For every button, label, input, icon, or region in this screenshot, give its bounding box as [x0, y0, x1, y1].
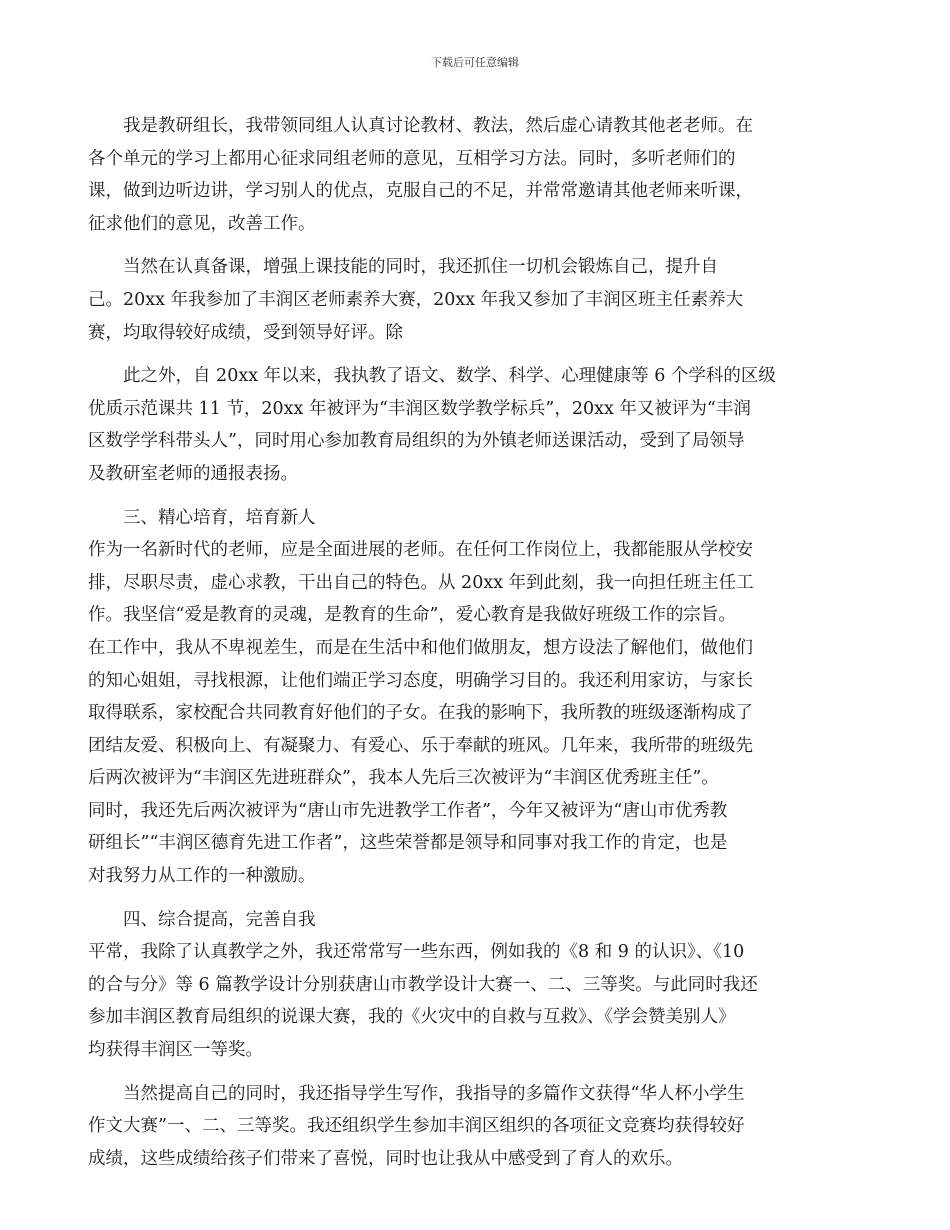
- paragraph-teaching-research: 我是教研组长，我带领同组人认真讨论教材、教法，然后虚心请教其他老老师。在 各个单元的学习上都用心征求同组老师的意见，互相学习方法。同时，多听老师们的 课，做到边听边讲，学习别人的优点，克服自己的不足，并常常邀请其他老师来听课， 征求他们的意见，改善工作。: [88, 116, 753, 234]
- paragraph-student-writing: 当然提高自己的同时，我还指导学生写作，我指导的多篇作文获得“华人杯小学生 作文大赛”一、二、三等奖。我还组织学生参加丰润区组织的各项征文竞赛均获得较好 成绩，这些成绩给孩子们带来了喜悦，同时也让我从中感受到了育人的欢乐。: [88, 1083, 745, 1169]
- paragraph-skills-competition: 当然在认真备课，增强上课技能的同时，我还抓住一切机会锻炼自己，提升自 己。20xx 年我参加了丰润区老师素养大赛，20xx 年我又参加了丰润区班主任素养大 赛，均取得较好成绩，受到领导好评。除: [88, 257, 744, 343]
- paragraph-section-three: 三、精心培育，培育新人 作为一名新时代的老师，应是全面进展的老师。在任何工作岗位上，我都能服从学校安 排，尽职尽责，虚心求教，干出自己的特色。从 20xx 年到此刻，我一向担任班主任工 作。我坚信“爱是教育的灵魂，是教育的生命”，爱心教育是我做好班级工作的宗旨。 在工作中，我从不卑视差生，而是在生活中和他们做朋友，想方设法了解他们，做他们 的知心姐姐，寻找根源，让他们端正学习态度，明确学习目的。我还利用家访，与家长 取得联系，家校配合共同教育好他们的子女。在我的影响下，我所教的班级逐渐构成了 团结友爱、积极向上、有凝聚力、有爱心、乐于奉献的班风。几年来，我所带的班级先 后两次被评为“丰润区先进班群众”，我本人先后三次被评为“丰润区优秀班主任”。 同时，我还先后两次被评为“唐山市先进教学工作者”，今年又被评为“唐山市优秀教 研组长”“丰润区德育先进工作者”，这些荣誉都是领导和同事对我工作的肯定，也是 对我努力从工作的一种激励。: [88, 507, 754, 887]
- document-body: [88, 110, 864, 1175]
- paragraph-section-four: 四、综合提高，完善自我 平常，我除了认真教学之外，我还常常写一些东西，例如我的《8 和 9 的认识》、《10 的合与分》等 6 篇教学设计分别获唐山市教学设计大赛一、二、三等奖。与此同时我还 参加丰润区教育局组织的说课大赛，我的《火灾中的自救与互救》、《学会赞美别人》 均获得丰润区一等奖。: [88, 909, 758, 1061]
- page-header: 下载后可任意编辑: [431, 56, 519, 69]
- paragraph-demonstration-lessons: 此之外，自 20xx 年以来，我执教了语文、数学、科学、心理健康等 6 个学科的区级 优质示范课共 11 节，20xx 年被评为“丰润区数学教学标兵”，20xx 年又被评为“丰润 区数学学科带头人”，同时用心参加教育局组织的为外镇老师送课活动，受到了局领导 及教研室老师的通报表扬。: [88, 366, 776, 484]
